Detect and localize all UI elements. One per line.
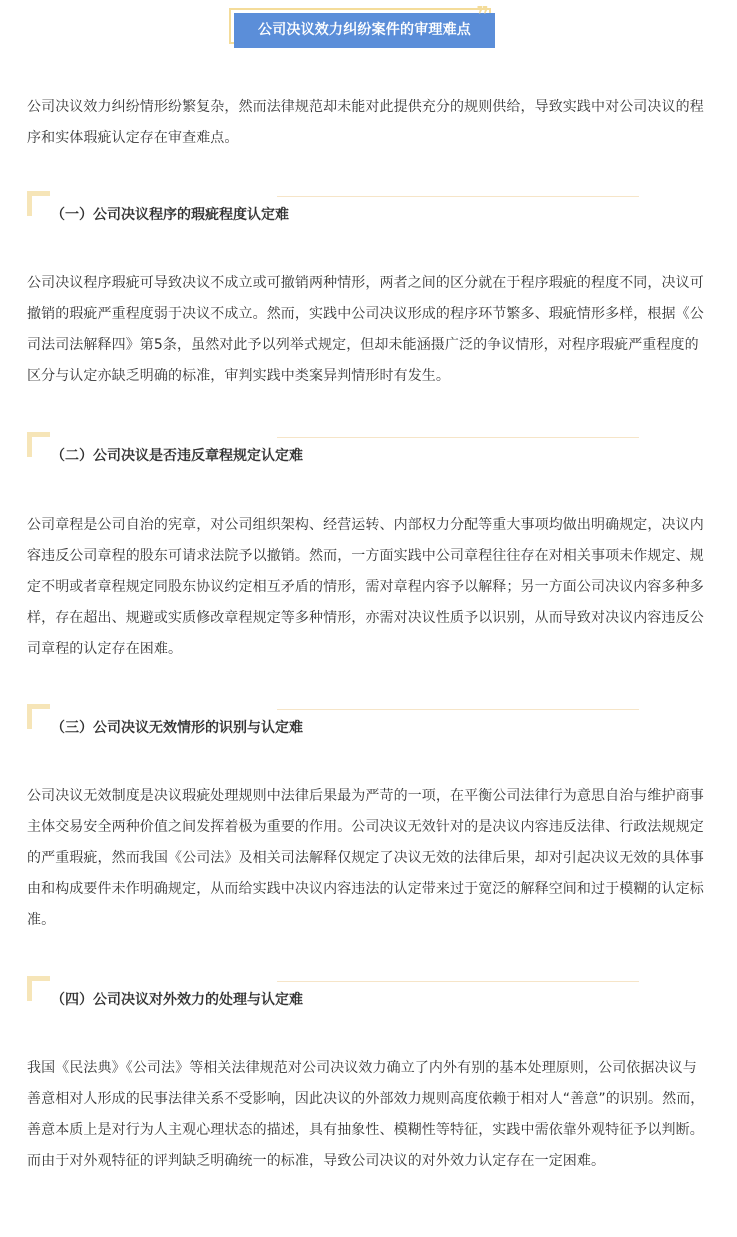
page-title: 公司决议效力纠纷案件的审理难点 [234,13,495,48]
heading-rule [277,981,639,982]
section-heading-2 [27,432,639,472]
section-body: 公司决议程序瑕疵可导致决议不成立或可撤销两种情形，两者之间的区分就在于程序瑕疵的程度不同，决议可撤销的瑕疵严重程度弱于决议不成立。然而，实践中公司决议形成的程序环节繁多、瑕疵情形多样，根据《公司法司法解释四》第5条，虽然对此予以列举式规定，但却未能涵摄广泛的争议情形，对程序瑕疵严重程度的区分与认定亦缺乏明确的标准，审判实践中类案异判情形时有发生。 [27,275,704,384]
section-body: 公司章程是公司自治的宪章，对公司组织架构、经营运转、内部权力分配等重大事项均做出明确规定，决议内容违反公司章程的股东可请求法院予以撤销。然而，一方面实践中公司章程往往存在对相关事项未作规定、规定不明或者章程规定同股东协议约定相互矛盾的情形，需对章程内容予以解释；另一方面公司决议内容多种多样，存在超出、规避或实质修改章程规定等多种情形，亦需对决议性质予以识别，从而导致对决议内容违反公司章程的认定存在困难。 [27,517,704,657]
section-heading-1 [27,191,639,231]
heading-rule [277,709,639,710]
corner-bracket-icon [27,704,50,729]
corner-bracket-icon [27,976,50,1001]
section-body: 公司决议无效制度是决议瑕疵处理规则中法律后果最为严苛的一项，在平衡公司法律行为意思自治与维护商事主体交易安全两种价值之间发挥着极为重要的作用。公司决议无效针对的是决议内容违反法律、行政法规规定的严重瑕疵，然而我国《公司法》及相关司法解释仅规定了决议无效的法律后果，却对引起决议无效的具体事由和构成要件未作明确规定，从而给实践中决议内容违法的认定带来过于宽泛的解释空间和过于模糊的认定标准。 [27,788,704,928]
intro-paragraph: 公司决议效力纠纷情形纷繁复杂，然而法律规范却未能对此提供充分的规则供给，导致实践中对公司决议的程序和实体瑕疵认定存在审查难点。 [27,99,704,146]
section-title: （一）公司决议程序的瑕疵程度认定难 [51,207,289,223]
heading-rule [277,437,639,438]
section-heading-3 [27,704,639,744]
section-body: 我国《民法典》《公司法》等相关法律规范对公司决议效力确立了内外有别的基本处理原则，公司依据决议与善意相对人形成的民事法律关系不受影响，因此决议的外部效力规则高度依赖于相对人“善意”的识别。然而，善意本质上是对行为人主观心理状态的描述，具有抽象性、模糊性等特征，实践中需依靠外观特征予以判断。而由于对外观特征的评判缺乏明确统一的标准，导致公司决议的对外效力认定存在一定困难。 [27,1060,705,1169]
corner-bracket-icon [27,191,50,216]
corner-bracket-icon [27,432,50,457]
title-banner [229,3,495,48]
section-title: （三）公司决议无效情形的识别与认定难 [51,720,303,736]
section-title: （二）公司决议是否违反章程规定认定难 [51,448,303,464]
section-title: （四）公司决议对外效力的处理与认定难 [51,992,303,1008]
heading-rule [277,196,639,197]
quote-icon: ❞ [476,3,489,28]
section-heading-4 [27,976,639,1016]
